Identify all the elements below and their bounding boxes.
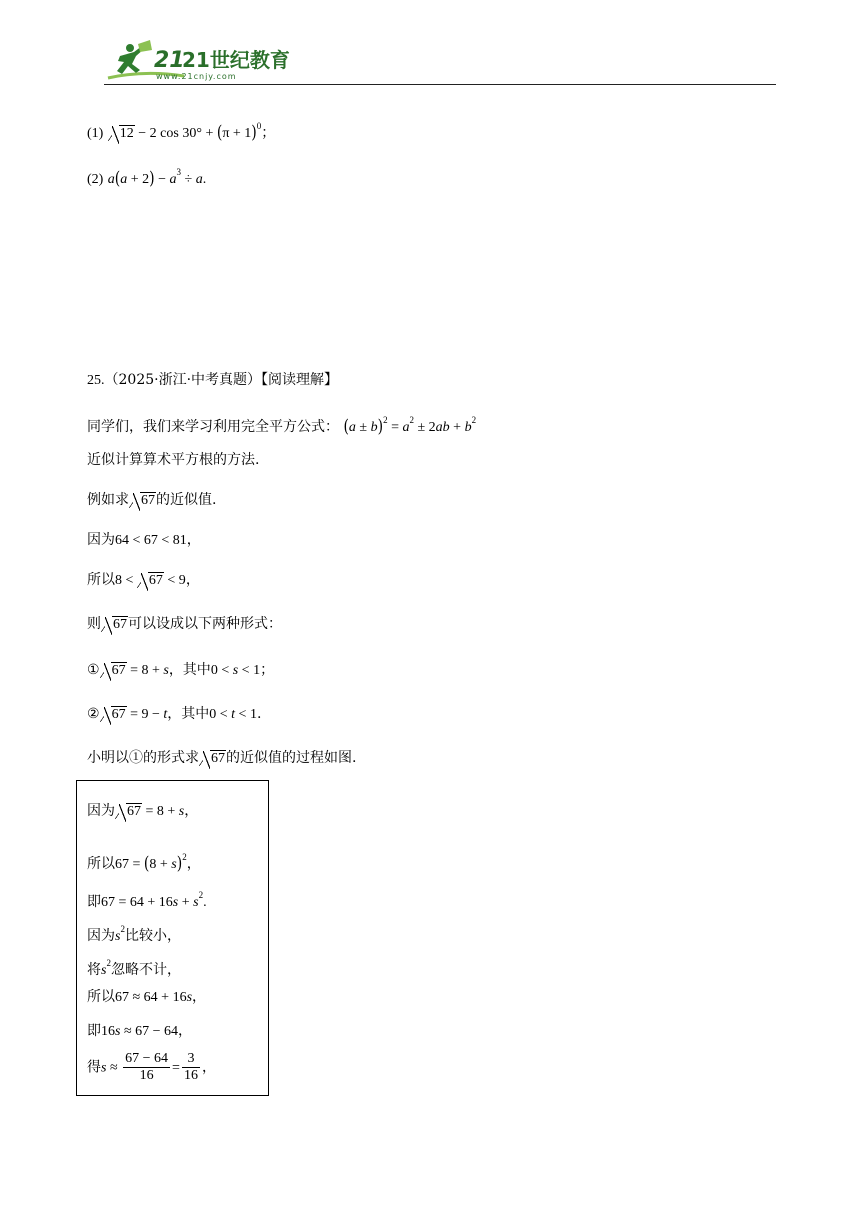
header-divider — [104, 84, 776, 85]
site-logo — [104, 40, 290, 84]
problem25-line9: 小明以①的形式求 67的近似值的过程如图. — [87, 748, 356, 769]
logo-text: 21世纪教育 — [182, 48, 290, 72]
box-line-6: 所以67 ≈ 64 + 16s， — [87, 989, 207, 1005]
problem25-form2: ② 67 = 9 − t，其中0 < t < 1. — [87, 704, 261, 725]
box-line-5: 将$s^2$忽略不计， — [87, 958, 181, 978]
problem25-inequality2: 所以8 < 67 < 9， — [87, 570, 200, 591]
box-line-4: 因为$s^2$比较小， — [87, 924, 181, 944]
problem25-header: 25.（2025·浙江·中考真题）【阅读理解】 — [87, 372, 339, 388]
box-line-8: 得s ≈ $\frac{67 - 64}{16}$ = $\frac{3}{16}$ ， — [87, 1051, 216, 1083]
problem24-part2: (2) $a(a + 2) - a^3 \div a$. — [87, 167, 207, 189]
problem25-example: 例如求 67的近似值. — [87, 490, 216, 511]
box-line-1: 因为 67 = 8 + s， — [87, 801, 198, 822]
problem25-form1: ① 67 = 8 + s，其中0 < s < 1； — [87, 660, 274, 681]
box-line-2: 所以$67 = (8 + s)^2$， — [87, 852, 201, 874]
logo-url: www.21cnjy.com — [156, 72, 237, 81]
problem25-forms-intro: 则 67可以设成以下两种形式： — [87, 614, 282, 635]
svg-text:21: 21 — [154, 48, 185, 73]
box-line-7: 即16s ≈ 67 − 64， — [87, 1023, 193, 1039]
problem25-line2: 近似计算算术平方根的方法. — [87, 452, 260, 468]
solution-process-box — [76, 780, 269, 1096]
problem25-formula-line: 同学们，我们来学习利用完全平方公式： $(a \pm b)^2 = a^2 \pm 2ab + b^2$ — [87, 415, 477, 437]
problem25-inequality1: 因为64 < 67 < 81， — [87, 532, 201, 548]
box-line-3: 即$67 = 64 + 16s + s^2$. — [87, 890, 207, 910]
problem24-part1: (1) 12 − 2 $\cos 30^\circ + (\pi + 1)^0$； — [87, 121, 276, 143]
